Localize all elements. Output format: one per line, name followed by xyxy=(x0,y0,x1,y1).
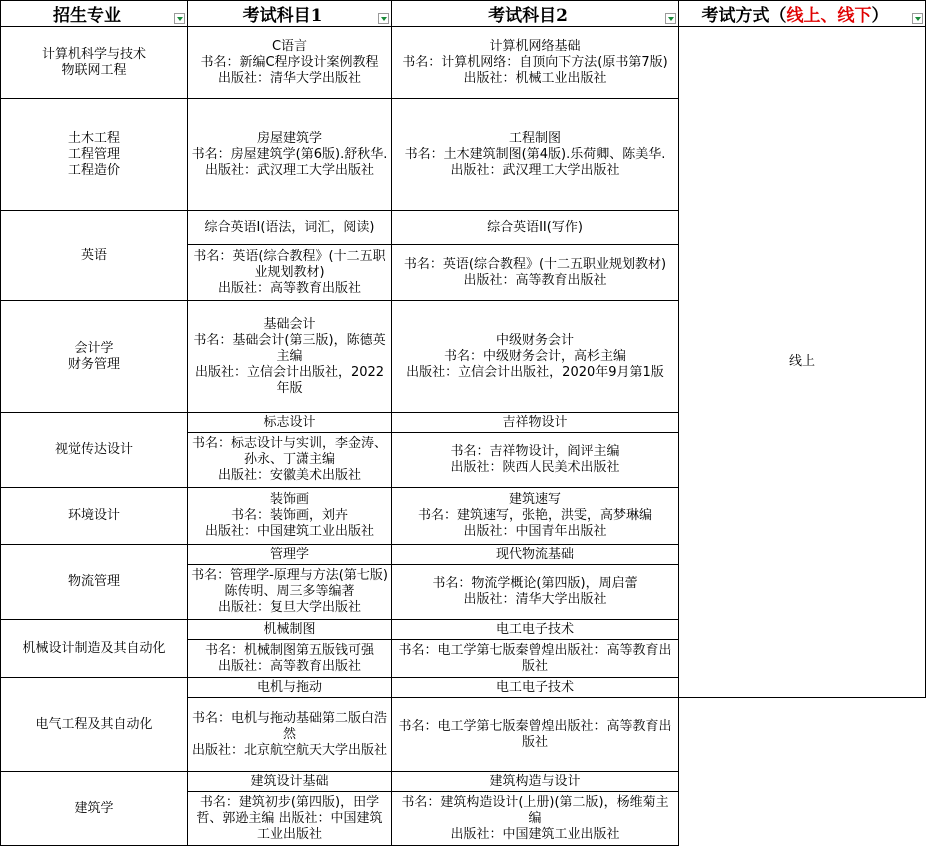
subject2-title-cell: 综合英语II(写作) xyxy=(392,211,679,245)
header-subject2: 考试科目2 xyxy=(392,1,679,27)
major-cell: 土木工程 工程管理 工程造价 xyxy=(1,99,188,211)
header-row xyxy=(1,1,926,27)
table-row xyxy=(1,772,926,792)
subject2-cell: 书名：建筑构造设计(上册)(第二版)，杨维菊主编 出版社：中国建筑工业出版社 xyxy=(392,792,679,846)
subject2-title-cell: 吉祥物设计 xyxy=(392,413,679,433)
subject2-title-cell: 电工电子技术 xyxy=(392,620,679,640)
subject2-cell: 建筑速写 书名：建筑速写，张艳，洪雯，高梦琳编 出版社：中国青年出版社 xyxy=(392,488,679,545)
subject1-cell: 房屋建筑学 书名：房屋建筑学(第6版).舒秋华. 出版社：武汉理工大学出版社 xyxy=(188,99,392,211)
subject1-cell: 书名：机械制图第五版钱可强 出版社：高等教育出版社 xyxy=(188,640,392,678)
subject2-cell: 书名：物流学概论(第四版)，周启蕾 出版社：清华大学出版社 xyxy=(392,565,679,620)
major-cell: 电气工程及其自动化 xyxy=(1,678,188,772)
table-row xyxy=(1,27,926,99)
filter-dropdown-icon[interactable] xyxy=(665,13,676,24)
major-cell: 机械设计制造及其自动化 xyxy=(1,620,188,678)
subject2-cell: 书名：英语(综合教程》(十二五职业规划教材) 出版社：高等教育出版社 xyxy=(392,245,679,301)
subject1-cell: 书名：英语(综合教程》(十二五职业规划教材) 出版社：高等教育出版社 xyxy=(188,245,392,301)
filter-dropdown-icon[interactable] xyxy=(378,13,389,24)
subject1-title-cell: 电机与拖动 xyxy=(188,678,392,698)
major-cell: 计算机科学与技术 物联网工程 xyxy=(1,27,188,99)
subject1-title-cell: 标志设计 xyxy=(188,413,392,433)
subject1-cell: 书名：管理学-原理与方法(第七版)陈传明、周三多等编著 出版社：复旦大学出版社 xyxy=(188,565,392,620)
subject1-cell: 书名：标志设计与实训，李金涛、孙永、丁潇主编 出版社：安徽美术出版社 xyxy=(188,433,392,488)
subject2-title-cell: 电工电子技术 xyxy=(392,678,679,698)
subject1-cell: 装饰画 书名：装饰画，刘卉 出版社：中国建筑工业出版社 xyxy=(188,488,392,545)
subject2-title-cell: 建筑构造与设计 xyxy=(392,772,679,792)
header-major: 招生专业 xyxy=(1,1,188,27)
subject2-cell: 书名：电工学第七版秦曾煌出版社：高等教育出版社 xyxy=(392,640,679,678)
major-cell: 视觉传达设计 xyxy=(1,413,188,488)
subject1-cell: 基础会计 书名：基础会计(第三版)，陈德英主编 出版社：立信会计出版社，2022年版 xyxy=(188,301,392,413)
subject2-cell: 计算机网络基础 书名：计算机网络：自顶向下方法(原书第7版) 出版社：机械工业出版社 xyxy=(392,27,679,99)
exam-method-cell: 线上 xyxy=(679,27,926,698)
header-exam-method: 考试方式（线上、线下） xyxy=(679,1,926,27)
major-cell: 物流管理 xyxy=(1,545,188,620)
subject2-cell: 中级财务会计 书名：中级财务会计，高杉主编 出版社：立信会计出版社，2020年9月第1版 xyxy=(392,301,679,413)
subject1-title-cell: 建筑设计基础 xyxy=(188,772,392,792)
subject1-cell: 书名：建筑初步(第四版)，田学哲、郭逊主编 出版社：中国建筑工业出版社 xyxy=(188,792,392,846)
subject1-title-cell: 机械制图 xyxy=(188,620,392,640)
filter-dropdown-icon[interactable] xyxy=(912,13,923,24)
major-cell: 环境设计 xyxy=(1,488,188,545)
header-subject1: 考试科目1 xyxy=(188,1,392,27)
subject1-cell: 书名：电机与拖动基础第二版白浩然 出版社：北京航空航天大学出版社 xyxy=(188,698,392,772)
subject1-cell: C语言 书名：新编C程序设计案例教程 出版社：清华大学出版社 xyxy=(188,27,392,99)
filter-dropdown-icon[interactable] xyxy=(174,13,185,24)
subject2-cell: 书名：电工学第七版秦曾煌出版社：高等教育出版社 xyxy=(392,698,679,772)
subject2-cell: 书名：吉祥物设计，阎评主编 出版社：陕西人民美术出版社 xyxy=(392,433,679,488)
subject1-title-cell: 综合英语I(语法，词汇，阅读) xyxy=(188,211,392,245)
subject2-title-cell: 现代物流基础 xyxy=(392,545,679,565)
subject1-title-cell: 管理学 xyxy=(188,545,392,565)
major-cell: 英语 xyxy=(1,211,188,301)
major-cell: 会计学 财务管理 xyxy=(1,301,188,413)
subject2-cell: 工程制图 书名：土木建筑制图(第4版).乐荷卿、陈美华. 出版社：武汉理工大学出版社 xyxy=(392,99,679,211)
major-cell: 建筑学 xyxy=(1,772,188,846)
exam-method-options: 线上、线下 xyxy=(786,6,872,26)
